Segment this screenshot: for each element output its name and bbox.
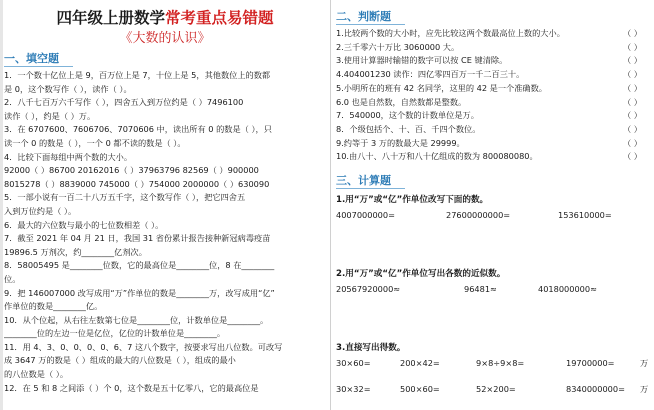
answer-paren: （ ） (623, 69, 642, 80)
calc-item: 30×60= (336, 358, 371, 369)
fill-line: 8．58005495 是________位数，它的最高位是________位，8 在________ (4, 260, 275, 271)
fill-line: 10．从个位起，从右往左数第七位是________位，计数单位是________。 (4, 314, 269, 325)
calc-q3-row (336, 381, 650, 397)
section-judge-heading: 二、判断题 (336, 10, 405, 25)
column-divider (330, 0, 331, 410)
calc-item: 52×200= (476, 384, 516, 395)
answer-paren: （ ） (623, 137, 642, 148)
section-fill-heading: 一、填空题 (4, 52, 73, 67)
answer-paren: （ ） (623, 123, 642, 134)
fill-line: 是 0，这个数写作（ ），读作（ ）。 (4, 83, 132, 94)
fill-line: 成 3647 万的数是（ ）组成的最大的八位数是（ ），组成的最小 (4, 355, 236, 366)
judge-text: 10.由八十、八十万和八十亿组成的数为 800080080。 (336, 151, 538, 162)
calc-item: 200×42= (400, 358, 440, 369)
calc-q3-label: 3.直接写出得数。 (336, 343, 406, 354)
calc-item: 8340000000= (566, 384, 625, 395)
answer-paren: （ ） (623, 96, 642, 107)
judge-text: 7．540000，这个数的计数单位是万。 (336, 110, 479, 121)
answer-paren: （ ） (623, 151, 642, 162)
fill-line: 5．一部小说有一百二十八万五千字，这个数写作（ ），把它四舍五 (4, 192, 246, 203)
calc-q3-row (336, 355, 650, 371)
fill-line: 9．把 146007000 改写成用“万”作单位的数是________万，改写成用“亿” (4, 287, 275, 298)
calc-q1-row (336, 207, 650, 223)
answer-paren: （ ） (623, 82, 642, 93)
fill-line: 1．一个数十亿位上是 9，百万位上是 7，十位上是 5，其他数位上的数都 (4, 70, 271, 80)
calc-item: 30×32= (336, 384, 371, 395)
worksheet-title (4, 8, 326, 28)
answer-paren: （ ） (623, 55, 642, 66)
answer-paren: （ ） (623, 110, 642, 121)
answer-space (336, 223, 650, 265)
calc-q1-label: 1.用“万”或“亿”作单位改写下面的数。 (336, 195, 489, 206)
calc-unit: 万 (640, 384, 649, 395)
calc-item: 27600000000= (446, 210, 511, 221)
title-red: 常考重点易错题 (165, 9, 274, 27)
section-calc-heading: 三、计算题 (336, 174, 405, 189)
fill-line: 7．截至 2021 年 04 月 21 日，我国 31 省份累计报告接种新冠病毒疫苗 (4, 233, 271, 244)
calc-item: 96481≈ (464, 284, 497, 295)
fill-line: ________位的左边一位是亿位，亿位的计数单位是________。 (4, 328, 226, 339)
fill-line: 12．在 5 和 8 之间添（ ）个 0，这个数是五十亿零八，它的最高位是 (4, 382, 259, 393)
judge-text: 5.小明所在的班有 42 名同学，这里的 42 是一个准确数。 (336, 82, 547, 93)
calc-item: 9×8÷9×8= (476, 358, 525, 369)
calc-item: 500×60= (400, 384, 440, 395)
judge-item (336, 96, 650, 110)
worksheet-subtitle: 《大数的认识》 (119, 31, 211, 46)
right-column (336, 0, 650, 410)
fill-line: 6．最大的六位数与最小的七位数相差（ ）。 (4, 219, 164, 230)
title-black: 四年级上册数学 (56, 9, 165, 27)
answer-space (336, 371, 650, 381)
judge-item (336, 137, 650, 151)
judge-text: 6.0 也是自然数，自然数都是整数。 (336, 96, 467, 107)
judge-text: 9.约等于 3 万的数最大是 29999。 (336, 137, 465, 148)
calc-item: 20567920000≈ (336, 284, 401, 295)
fill-line: 入到万位约是（ ）。 (4, 205, 77, 216)
judge-text: 4.404001230 读作：四亿零四百万一千二百三十。 (336, 69, 525, 80)
judge-text: 3.使用计算器时输错的数字可以按 CE 键清除。 (336, 55, 508, 66)
calc-item: 4018000000≈ (538, 284, 597, 295)
fill-line: 11．用 4、3、0、0、0、0、6、7 这八个数字，按要求写出八位数。可改写 (4, 341, 283, 352)
answer-paren: （ ） (623, 28, 642, 38)
judge-item (336, 150, 650, 164)
calc-item: 4007000000= (336, 210, 395, 221)
calc-item: 19700000= (566, 358, 615, 369)
fill-line: 作单位的数是________亿。 (4, 301, 103, 312)
fill-line: 位。 (4, 273, 21, 284)
page-edge (0, 0, 3, 410)
fill-line: 19896.5 万剂次，约________亿剂次。 (4, 246, 147, 257)
judge-item (336, 41, 650, 55)
judge-text: 2.三千零六十万比 3060000 大。 (336, 41, 460, 52)
calc-q2-label: 2.用“万”或“亿”作单位写出各数的近似数。 (336, 269, 506, 280)
fill-questions (4, 69, 326, 395)
judge-item (336, 82, 650, 96)
fill-line: 读一个 0 的数是（ ），一个 0 都不读的数是（ ）。 (4, 137, 186, 148)
fill-line: 的八位数是（ ）。 (4, 369, 69, 380)
judge-item (336, 27, 650, 41)
answer-paren: （ ） (623, 41, 642, 52)
calc-unit: 万 (640, 358, 649, 369)
judge-text: 8．个级包括个、十、百、千四个数位。 (336, 123, 481, 134)
judge-item (336, 123, 650, 137)
fill-line: 读作（ ），约是（ ）万。 (4, 110, 96, 121)
calc-q2-row (336, 281, 650, 297)
judge-questions (336, 27, 650, 164)
fill-line: 3．在 6707600、7606706、7070606 中，读出所有 0 的数是（ ），只 (4, 124, 272, 135)
judge-item (336, 109, 650, 123)
calc-item: 153610000= (558, 210, 612, 221)
fill-line: 4．比较下面每组中两个数的大小。 (4, 151, 133, 162)
fill-line: 8015278（ ）8839000 745000（ ）754000 2000000（ ）630090 (4, 178, 270, 189)
answer-space (336, 297, 650, 339)
left-column (4, 0, 326, 410)
judge-item (336, 68, 650, 82)
judge-item (336, 54, 650, 68)
fill-line: 2．八千七百万六千写作（ ），四舍五入到万位约是（ ）7496100 (4, 97, 244, 108)
fill-line: 92000（ ）86700 20162016（ ）37963796 82569（ ）900000 (4, 165, 259, 176)
judge-text: 1.比较两个数的大小时，应先比较这两个数最高位上数的大小。 (336, 28, 565, 38)
